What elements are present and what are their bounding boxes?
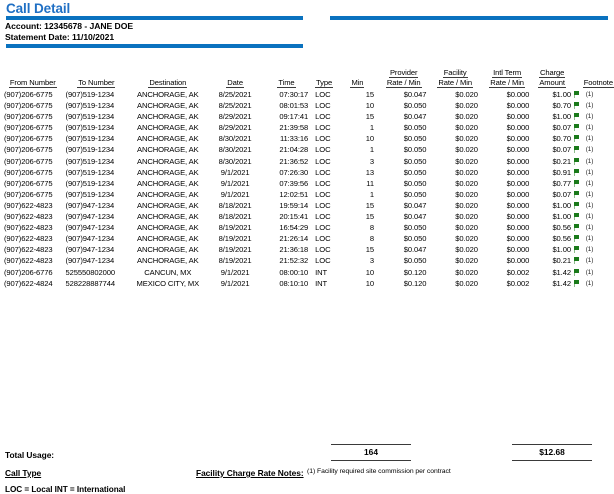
cell-charge-amount: $1.00 bbox=[552, 245, 571, 255]
total-amount-rule-bottom bbox=[512, 460, 592, 461]
cell-destination: ANCHORAGE, AK bbox=[137, 90, 199, 99]
cell-destination: ANCHORAGE, AK bbox=[137, 123, 199, 133]
column-header-charge-amount: Charge Amount bbox=[539, 68, 565, 87]
cell-from-number: (907)622-4823 bbox=[4, 212, 53, 222]
facility-charge-rate-notes-label: Facility Charge Rate Notes: bbox=[196, 468, 304, 478]
table-header bbox=[0, 68, 614, 89]
cell-intl-term-rate: $0.000 bbox=[506, 234, 530, 244]
cell-type: LOC bbox=[315, 200, 331, 210]
total-minutes-rule-bottom bbox=[331, 460, 411, 461]
column-header-intl-term-rate: Intl Term Rate / Min bbox=[490, 68, 524, 87]
total-minutes-value: 164 bbox=[364, 447, 378, 457]
cell-destination: ANCHORAGE, AK bbox=[137, 178, 199, 188]
cell-time: 16:54:29 bbox=[279, 223, 309, 233]
call-type-label: Call Type bbox=[5, 468, 42, 478]
cell-intl-term-rate: $0.000 bbox=[506, 145, 530, 155]
cell-from-number: (907)622-4823 bbox=[4, 234, 53, 244]
cell-charge-amount: $0.21 bbox=[552, 256, 571, 266]
cell-type: LOC bbox=[315, 256, 331, 266]
footnote-flag-icon bbox=[571, 111, 583, 122]
cell-charge-amount: $0.07 bbox=[552, 145, 571, 155]
cell-intl-term-rate: $0.000 bbox=[506, 256, 530, 266]
cell-from-number: (907)622-4823 bbox=[4, 256, 53, 266]
cell-to-number: (907)519-1234 bbox=[65, 101, 115, 111]
cell-to-number: (907)947-1234 bbox=[65, 245, 115, 255]
cell-time: 21:36:18 bbox=[279, 245, 309, 255]
cell-intl-term-rate: $0.000 bbox=[506, 212, 530, 222]
cell-date: 8/30/2021 bbox=[218, 156, 252, 166]
table-header-row bbox=[0, 68, 614, 89]
statement-date-line: Statement Date: 11/10/2021 bbox=[5, 32, 115, 42]
table-row bbox=[0, 211, 614, 222]
cell-footnote: (1) bbox=[585, 168, 594, 176]
cell-time: 07:39:56 bbox=[279, 178, 309, 188]
cell-time: 11:33:16 bbox=[279, 134, 309, 144]
cell-charge-amount: $1.42 bbox=[552, 278, 571, 288]
cell-from-number: (907)622-4823 bbox=[4, 200, 53, 210]
table-row bbox=[0, 267, 614, 278]
cell-from-number: (907)206-6775 bbox=[4, 189, 53, 199]
table-row bbox=[0, 200, 614, 211]
cell-facility-rate: $0.020 bbox=[455, 123, 478, 133]
cell-min: 15 bbox=[365, 112, 374, 122]
cell-footnote: (1) bbox=[585, 91, 594, 98]
table-row bbox=[0, 178, 614, 189]
cell-min: 1 bbox=[369, 145, 374, 155]
footnote-flag-icon bbox=[571, 89, 583, 100]
cell-destination: ANCHORAGE, AK bbox=[137, 256, 199, 266]
cell-provider-rate: $0.047 bbox=[403, 212, 427, 222]
table-row bbox=[0, 111, 614, 122]
cell-facility-rate: $0.020 bbox=[455, 278, 478, 288]
cell-min: 11 bbox=[366, 178, 374, 188]
cell-type: LOC bbox=[315, 90, 331, 99]
facility-charge-rate-notes-text: (1) Facility required site commission per contract bbox=[307, 468, 451, 475]
cell-provider-rate: $0.047 bbox=[403, 200, 427, 210]
cell-min: 15 bbox=[365, 200, 374, 210]
table-row bbox=[0, 278, 614, 289]
cell-intl-term-rate: $0.000 bbox=[506, 245, 530, 255]
cell-charge-amount: $0.77 bbox=[552, 178, 571, 188]
cell-footnote: (1) bbox=[585, 257, 594, 265]
footnote-flag-icon bbox=[571, 222, 583, 233]
cell-from-number: (907)206-6775 bbox=[4, 101, 53, 111]
cell-date: 9/1/2021 bbox=[220, 178, 250, 188]
cell-type: LOC bbox=[315, 178, 331, 188]
cell-intl-term-rate: $0.000 bbox=[506, 178, 530, 188]
cell-min: 15 bbox=[365, 90, 374, 99]
cell-provider-rate: $0.047 bbox=[403, 90, 427, 99]
column-header-date: Date bbox=[227, 78, 243, 87]
cell-footnote: (1) bbox=[585, 224, 594, 232]
call-type-legend: LOC = Local INT = International bbox=[5, 485, 126, 494]
cell-date: 8/29/2021 bbox=[218, 112, 252, 122]
cell-time: 21:04:28 bbox=[279, 145, 309, 155]
cell-to-number: 528228887744 bbox=[65, 278, 116, 288]
header-accent-bar-left-bottom bbox=[6, 44, 303, 48]
cell-date: 8/25/2021 bbox=[218, 90, 252, 99]
cell-charge-amount: $1.00 bbox=[552, 90, 571, 99]
cell-to-number: (907)519-1234 bbox=[65, 145, 115, 155]
column-header-footnote: Footnote bbox=[583, 78, 613, 87]
column-header-type: Type bbox=[316, 78, 333, 87]
cell-min: 1 bbox=[369, 123, 374, 133]
cell-charge-amount: $1.00 bbox=[552, 112, 571, 122]
table-row bbox=[0, 244, 614, 255]
cell-time: 20:15:41 bbox=[279, 212, 309, 222]
footnote-flag-icon bbox=[571, 255, 583, 266]
cell-provider-rate: $0.047 bbox=[403, 112, 427, 122]
table-row bbox=[0, 222, 614, 233]
cell-facility-rate: $0.020 bbox=[455, 101, 478, 111]
cell-intl-term-rate: $0.000 bbox=[506, 189, 530, 199]
cell-destination: CANCUN, MX bbox=[144, 267, 192, 277]
cell-destination: ANCHORAGE, AK bbox=[137, 234, 199, 244]
cell-to-number: (907)519-1234 bbox=[65, 112, 115, 122]
cell-facility-rate: $0.020 bbox=[455, 256, 478, 266]
table-row bbox=[0, 122, 614, 133]
cell-provider-rate: $0.050 bbox=[403, 234, 427, 244]
cell-time: 07:30:17 bbox=[279, 90, 309, 99]
cell-charge-amount: $0.56 bbox=[552, 223, 571, 233]
cell-provider-rate: $0.050 bbox=[403, 145, 427, 155]
table-body bbox=[0, 89, 614, 289]
cell-time: 21:52:32 bbox=[279, 256, 309, 266]
cell-min: 3 bbox=[369, 156, 374, 166]
cell-footnote: (1) bbox=[585, 135, 594, 143]
cell-footnote: (1) bbox=[585, 213, 594, 221]
header-accent-bar-right-top bbox=[330, 16, 608, 20]
cell-destination: ANCHORAGE, AK bbox=[137, 200, 199, 210]
cell-facility-rate: $0.020 bbox=[455, 90, 478, 99]
cell-from-number: (907)206-6775 bbox=[4, 145, 53, 155]
column-header-flag-spacer bbox=[571, 68, 583, 89]
cell-from-number: (907)206-6775 bbox=[4, 112, 53, 122]
cell-type: LOC bbox=[315, 189, 331, 199]
cell-destination: MEXICO CITY, MX bbox=[136, 278, 200, 288]
cell-from-number: (907)206-6775 bbox=[4, 123, 53, 133]
cell-footnote: (1) bbox=[585, 157, 594, 165]
cell-provider-rate: $0.050 bbox=[403, 256, 427, 266]
cell-destination: ANCHORAGE, AK bbox=[137, 101, 199, 111]
cell-min: 15 bbox=[365, 245, 374, 255]
cell-min: 3 bbox=[369, 256, 374, 266]
cell-footnote: (1) bbox=[585, 113, 594, 121]
cell-time: 12:02:51 bbox=[279, 189, 309, 199]
cell-facility-rate: $0.020 bbox=[455, 212, 478, 222]
cell-date: 9/1/2021 bbox=[220, 189, 250, 199]
cell-facility-rate: $0.020 bbox=[455, 156, 478, 166]
cell-facility-rate: $0.020 bbox=[455, 178, 478, 188]
table-row bbox=[0, 89, 614, 100]
cell-facility-rate: $0.020 bbox=[455, 145, 478, 155]
column-header-destination: Destination bbox=[149, 78, 187, 87]
cell-charge-amount: $1.00 bbox=[552, 200, 571, 210]
cell-destination: ANCHORAGE, AK bbox=[137, 156, 199, 166]
cell-min: 8 bbox=[369, 234, 374, 244]
footnote-flag-icon bbox=[571, 144, 583, 155]
cell-destination: ANCHORAGE, AK bbox=[137, 212, 199, 222]
account-line: Account: 12345678 - JANE DOE bbox=[5, 21, 134, 31]
cell-date: 8/18/2021 bbox=[218, 212, 252, 222]
cell-date: 8/29/2021 bbox=[218, 123, 252, 133]
cell-min: 10 bbox=[365, 134, 374, 144]
cell-time: 07:26:30 bbox=[279, 167, 309, 177]
cell-facility-rate: $0.020 bbox=[455, 200, 478, 210]
cell-type: LOC bbox=[315, 156, 331, 166]
footnote-flag-icon bbox=[571, 156, 583, 167]
cell-type: LOC bbox=[315, 112, 331, 122]
cell-charge-amount: $0.21 bbox=[552, 156, 571, 166]
cell-type: LOC bbox=[315, 134, 331, 144]
cell-type: LOC bbox=[315, 167, 331, 177]
cell-provider-rate: $0.050 bbox=[403, 178, 427, 188]
cell-intl-term-rate: $0.000 bbox=[506, 167, 530, 177]
cell-to-number: (907)947-1234 bbox=[65, 256, 115, 266]
cell-from-number: (907)206-6775 bbox=[4, 90, 53, 99]
footnote-flag-icon bbox=[571, 167, 583, 178]
cell-min: 15 bbox=[365, 212, 374, 222]
cell-time: 09:17:41 bbox=[279, 112, 309, 122]
footnote-flag-icon bbox=[571, 244, 583, 255]
column-header-from-number: From Number bbox=[9, 78, 56, 87]
footnote-flag-icon bbox=[571, 233, 583, 244]
total-amount-value: $12.68 bbox=[539, 447, 565, 457]
cell-intl-term-rate: $0.000 bbox=[506, 123, 530, 133]
cell-footnote: (1) bbox=[585, 279, 594, 287]
cell-intl-term-rate: $0.000 bbox=[506, 134, 530, 144]
cell-time: 08:00:10 bbox=[279, 267, 309, 277]
cell-date: 8/30/2021 bbox=[218, 134, 252, 144]
footnote-flag-icon bbox=[571, 122, 583, 133]
cell-from-number: (907)622-4823 bbox=[4, 223, 53, 233]
cell-footnote: (1) bbox=[585, 190, 594, 198]
total-amount-box bbox=[512, 444, 592, 461]
table-row bbox=[0, 156, 614, 167]
cell-provider-rate: $0.120 bbox=[403, 267, 427, 277]
cell-from-number: (907)206-6775 bbox=[4, 167, 53, 177]
table-row bbox=[0, 167, 614, 178]
cell-date: 8/19/2021 bbox=[218, 234, 252, 244]
cell-to-number: (907)519-1234 bbox=[65, 123, 115, 133]
cell-facility-rate: $0.020 bbox=[455, 245, 478, 255]
cell-type: LOC bbox=[315, 145, 331, 155]
cell-type: LOC bbox=[315, 212, 331, 222]
table-row bbox=[0, 133, 614, 144]
cell-type: LOC bbox=[315, 234, 331, 244]
cell-footnote: (1) bbox=[585, 235, 594, 243]
footnote-flag-icon bbox=[571, 189, 583, 200]
cell-date: 8/19/2021 bbox=[218, 245, 252, 255]
total-minutes-box bbox=[331, 444, 411, 461]
cell-min: 10 bbox=[365, 278, 374, 288]
cell-date: 8/30/2021 bbox=[218, 145, 252, 155]
table-row bbox=[0, 233, 614, 244]
cell-date: 9/1/2021 bbox=[220, 167, 250, 177]
cell-charge-amount: $0.07 bbox=[552, 189, 571, 199]
cell-min: 10 bbox=[365, 101, 374, 111]
cell-provider-rate: $0.050 bbox=[403, 167, 427, 177]
cell-provider-rate: $0.047 bbox=[403, 245, 427, 255]
cell-type: INT bbox=[315, 278, 328, 288]
column-header-min: Min bbox=[351, 78, 364, 87]
cell-charge-amount: $0.70 bbox=[552, 101, 571, 111]
cell-destination: ANCHORAGE, AK bbox=[137, 223, 199, 233]
table-row bbox=[0, 100, 614, 111]
cell-type: LOC bbox=[315, 223, 331, 233]
cell-charge-amount: $0.56 bbox=[552, 234, 571, 244]
cell-min: 10 bbox=[365, 267, 374, 277]
footnote-flag-icon bbox=[571, 100, 583, 111]
call-detail-table bbox=[0, 68, 614, 289]
cell-from-number: (907)206-6775 bbox=[4, 156, 53, 166]
cell-to-number: (907)519-1234 bbox=[65, 156, 115, 166]
cell-intl-term-rate: $0.000 bbox=[506, 156, 530, 166]
cell-intl-term-rate: $0.000 bbox=[506, 200, 530, 210]
cell-to-number: (907)947-1234 bbox=[65, 212, 115, 222]
cell-min: 8 bbox=[369, 223, 374, 233]
cell-facility-rate: $0.020 bbox=[455, 189, 478, 199]
cell-type: LOC bbox=[315, 245, 331, 255]
cell-to-number: (907)519-1234 bbox=[65, 134, 115, 144]
cell-footnote: (1) bbox=[585, 201, 594, 209]
total-usage-label: Total Usage: bbox=[5, 450, 55, 460]
cell-type: INT bbox=[315, 267, 328, 277]
cell-footnote: (1) bbox=[585, 102, 594, 110]
cell-facility-rate: $0.020 bbox=[455, 223, 478, 233]
cell-min: 13 bbox=[365, 167, 374, 177]
cell-to-number: (907)519-1234 bbox=[65, 178, 115, 188]
cell-intl-term-rate: $0.000 bbox=[506, 112, 530, 122]
cell-charge-amount: $0.07 bbox=[552, 123, 571, 133]
footnote-flag-icon bbox=[571, 133, 583, 144]
cell-charge-amount: $1.00 bbox=[552, 212, 571, 222]
cell-date: 8/19/2021 bbox=[218, 256, 252, 266]
cell-to-number: 525550802000 bbox=[65, 267, 116, 277]
cell-to-number: (907)519-1234 bbox=[65, 167, 115, 177]
cell-from-number: (907)206-6775 bbox=[4, 178, 53, 188]
cell-date: 8/19/2021 bbox=[218, 223, 252, 233]
cell-type: LOC bbox=[315, 101, 331, 111]
cell-charge-amount: $1.42 bbox=[552, 267, 571, 277]
cell-facility-rate: $0.020 bbox=[455, 267, 478, 277]
footnote-flag-icon bbox=[571, 200, 583, 211]
cell-footnote: (1) bbox=[585, 146, 594, 154]
cell-min: 1 bbox=[369, 189, 374, 199]
cell-time: 08:10:10 bbox=[279, 278, 309, 288]
column-header-to-number: To Number bbox=[78, 78, 115, 87]
cell-to-number: (907)519-1234 bbox=[65, 189, 115, 199]
cell-footnote: (1) bbox=[585, 268, 594, 276]
cell-intl-term-rate: $0.000 bbox=[506, 90, 530, 99]
column-header-time: Time bbox=[278, 78, 295, 87]
cell-intl-term-rate: $0.002 bbox=[506, 267, 530, 277]
cell-charge-amount: $0.70 bbox=[552, 134, 571, 144]
cell-footnote: (1) bbox=[585, 179, 594, 187]
cell-date: 8/25/2021 bbox=[218, 101, 252, 111]
cell-date: 9/1/2021 bbox=[220, 278, 250, 288]
cell-facility-rate: $0.020 bbox=[455, 234, 478, 244]
cell-intl-term-rate: $0.002 bbox=[506, 278, 530, 288]
cell-charge-amount: $0.91 bbox=[552, 167, 571, 177]
cell-from-number: (907)206-6776 bbox=[4, 267, 53, 277]
cell-to-number: (907)947-1234 bbox=[65, 200, 115, 210]
cell-type: LOC bbox=[315, 123, 331, 133]
cell-to-number: (907)519-1234 bbox=[65, 90, 115, 99]
footnote-flag-icon bbox=[571, 267, 583, 278]
cell-time: 21:39:58 bbox=[279, 123, 309, 133]
page-title: Call Detail bbox=[6, 1, 71, 16]
cell-destination: ANCHORAGE, AK bbox=[137, 112, 199, 122]
cell-date: 8/18/2021 bbox=[218, 200, 252, 210]
cell-time: 08:01:53 bbox=[279, 101, 309, 111]
cell-intl-term-rate: $0.000 bbox=[506, 223, 530, 233]
cell-provider-rate: $0.050 bbox=[403, 223, 427, 233]
table-row bbox=[0, 255, 614, 266]
table-row bbox=[0, 144, 614, 155]
cell-footnote: (1) bbox=[585, 246, 594, 254]
cell-time: 19:59:14 bbox=[279, 200, 309, 210]
cell-from-number: (907)622-4824 bbox=[4, 278, 53, 288]
cell-destination: ANCHORAGE, AK bbox=[137, 134, 199, 144]
cell-from-number: (907)206-6775 bbox=[4, 134, 53, 144]
cell-intl-term-rate: $0.000 bbox=[506, 101, 530, 111]
cell-facility-rate: $0.020 bbox=[455, 112, 478, 122]
footnote-flag-icon bbox=[571, 211, 583, 222]
table-row bbox=[0, 189, 614, 200]
cell-destination: ANCHORAGE, AK bbox=[137, 189, 199, 199]
cell-from-number: (907)622-4823 bbox=[4, 245, 53, 255]
cell-time: 21:36:52 bbox=[279, 156, 309, 166]
header-accent-bar-left-top bbox=[6, 16, 303, 20]
column-header-provider-rate: Provider Rate / Min bbox=[386, 68, 421, 87]
column-header-facility-rate: Facility Rate / Min bbox=[438, 68, 472, 87]
footnote-flag-icon bbox=[571, 278, 583, 289]
cell-provider-rate: $0.050 bbox=[403, 101, 427, 111]
cell-provider-rate: $0.050 bbox=[403, 134, 427, 144]
cell-facility-rate: $0.020 bbox=[455, 167, 478, 177]
footnote-flag-icon bbox=[571, 178, 583, 189]
cell-destination: ANCHORAGE, AK bbox=[137, 167, 199, 177]
cell-destination: ANCHORAGE, AK bbox=[137, 145, 199, 155]
cell-provider-rate: $0.050 bbox=[403, 156, 427, 166]
cell-provider-rate: $0.050 bbox=[403, 189, 427, 199]
cell-to-number: (907)947-1234 bbox=[65, 223, 115, 233]
cell-provider-rate: $0.050 bbox=[403, 123, 427, 133]
cell-to-number: (907)947-1234 bbox=[65, 234, 115, 244]
cell-time: 21:26:14 bbox=[279, 234, 309, 244]
cell-provider-rate: $0.120 bbox=[403, 278, 427, 288]
cell-facility-rate: $0.020 bbox=[455, 134, 478, 144]
cell-date: 9/1/2021 bbox=[220, 267, 250, 277]
cell-destination: ANCHORAGE, AK bbox=[137, 245, 199, 255]
cell-footnote: (1) bbox=[585, 124, 594, 132]
